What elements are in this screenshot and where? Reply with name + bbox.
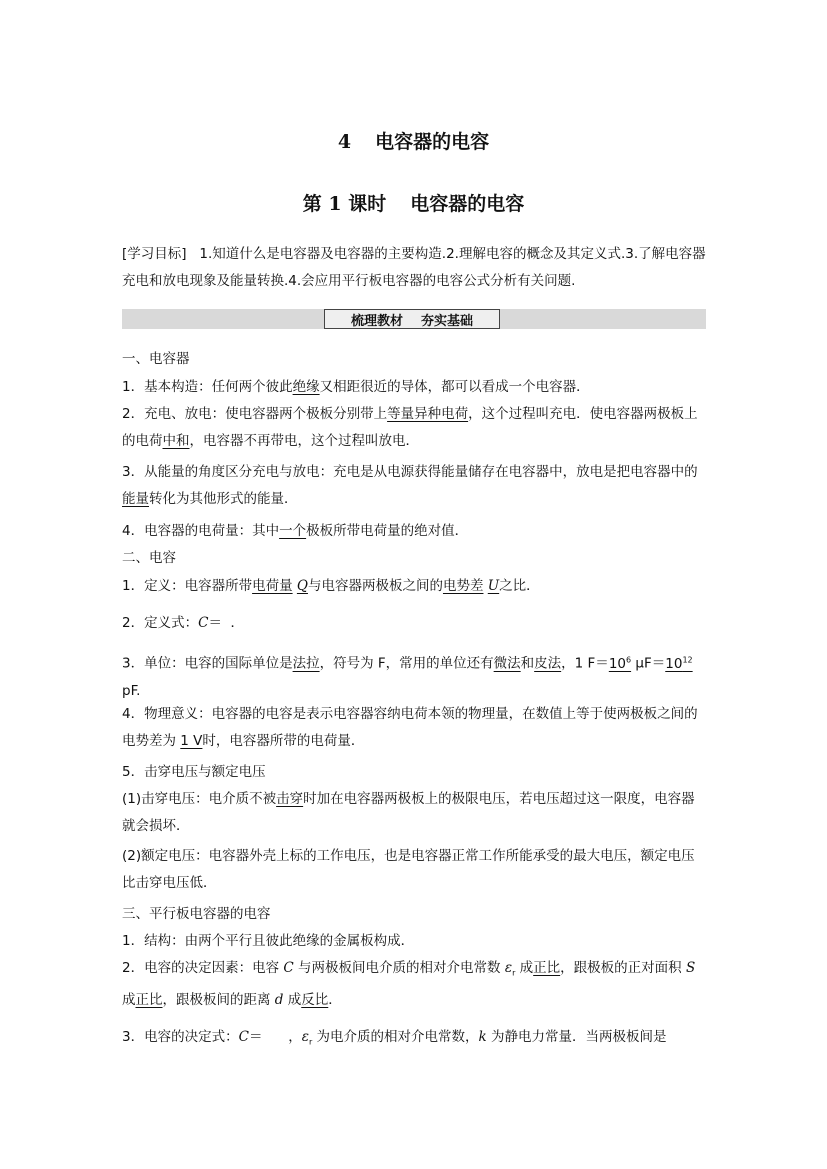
- s1-item-3: 3．从能量的角度区分充电与放电：充电是从电源获得能量储存在电容器中，放电是把电容器中的能量转化为其他形式的能量．: [122, 464, 698, 507]
- section1-heading: 一、电容器: [122, 351, 190, 367]
- s2-item-7: (2)额定电压：电容器外壳上标的工作电压，也是电容器正常工作所能承受的最大电压，额定电压比击穿电压低．: [122, 848, 695, 891]
- section2-heading: 二、电容: [122, 550, 176, 566]
- objectives-label: [学习目标]: [122, 246, 187, 262]
- chapter-title: 4 电容器的电容: [337, 131, 490, 153]
- s2-item-5: 5．击穿电压与额定电压: [122, 764, 266, 780]
- section-banner: [122, 309, 706, 329]
- s2-item-6: (1)击穿电压：电介质不被击穿时加在电容器两极板上的极限电压，若电压超过这一限度，电容器就会损坏．: [122, 791, 695, 834]
- objectives-text: 1.知道什么是电容器及电容器的主要构造.2.理解电容的概念及其定义式.3.了解电容器充电和放电现象及能量转换.4.会应用平行板电容器的电容公式分析有关问题.: [122, 246, 706, 289]
- banner-box: 梳理教材 夯实基础: [324, 309, 500, 329]
- s2-item-2: 2．定义式：C＝ ．: [122, 615, 245, 631]
- lesson-title: 第 1 课时 电容器的电容: [302, 193, 525, 215]
- s3-item-2: 2．电容的决定因素：电容 C 与两极板间电介质的相对介电常数 $\varepsilon_r$ 成正比，跟极板的正对面积 S 成正比，跟极板间的距离 d 成反比．: [122, 960, 696, 1008]
- s3-item-1: 1．结构：由两个平行且彼此绝缘的金属板构成．: [122, 933, 415, 949]
- learning-objectives: [122, 241, 708, 295]
- s1-item-4: 4．电容器的电荷量：其中一个极板所带电荷量的绝对值．: [122, 523, 469, 539]
- section3-heading: 三、平行板电容器的电容: [122, 906, 271, 922]
- s1-item-1: 1．基本构造：任何两个彼此绝缘又相距很近的导体，都可以看成一个电容器．: [122, 379, 590, 395]
- s2-item-4: 4．物理意义：电容器的电容是表示电容器容纳电荷本领的物理量，在数值上等于使两极板之间的电势差为 1 V时，电容器所带的电荷量．: [122, 706, 698, 749]
- s2-item-1: 1．定义：电容器所带电荷量 Q与电容器两极板之间的电势差 U之比．: [122, 578, 540, 594]
- s1-item-2: 2．充电、放电：使电容器两个极板分别带上等量异种电荷，这个过程叫充电．使电容器两极板上的电荷中和，电容器不再带电，这个过程叫放电．: [122, 406, 698, 449]
- s2-item-3: 3．单位：电容的国际单位是法拉，符号为 F，常用的单位还有微法和皮法，1 $F=10^6$ $\mu F=10^{12}$ pF.: [122, 655, 693, 699]
- s3-item-3: 3．电容的决定式：C＝ ，$\varepsilon_r$ 为电介质的相对介电常数，k 为静电力常量．当两极板间是: [122, 1029, 667, 1047]
